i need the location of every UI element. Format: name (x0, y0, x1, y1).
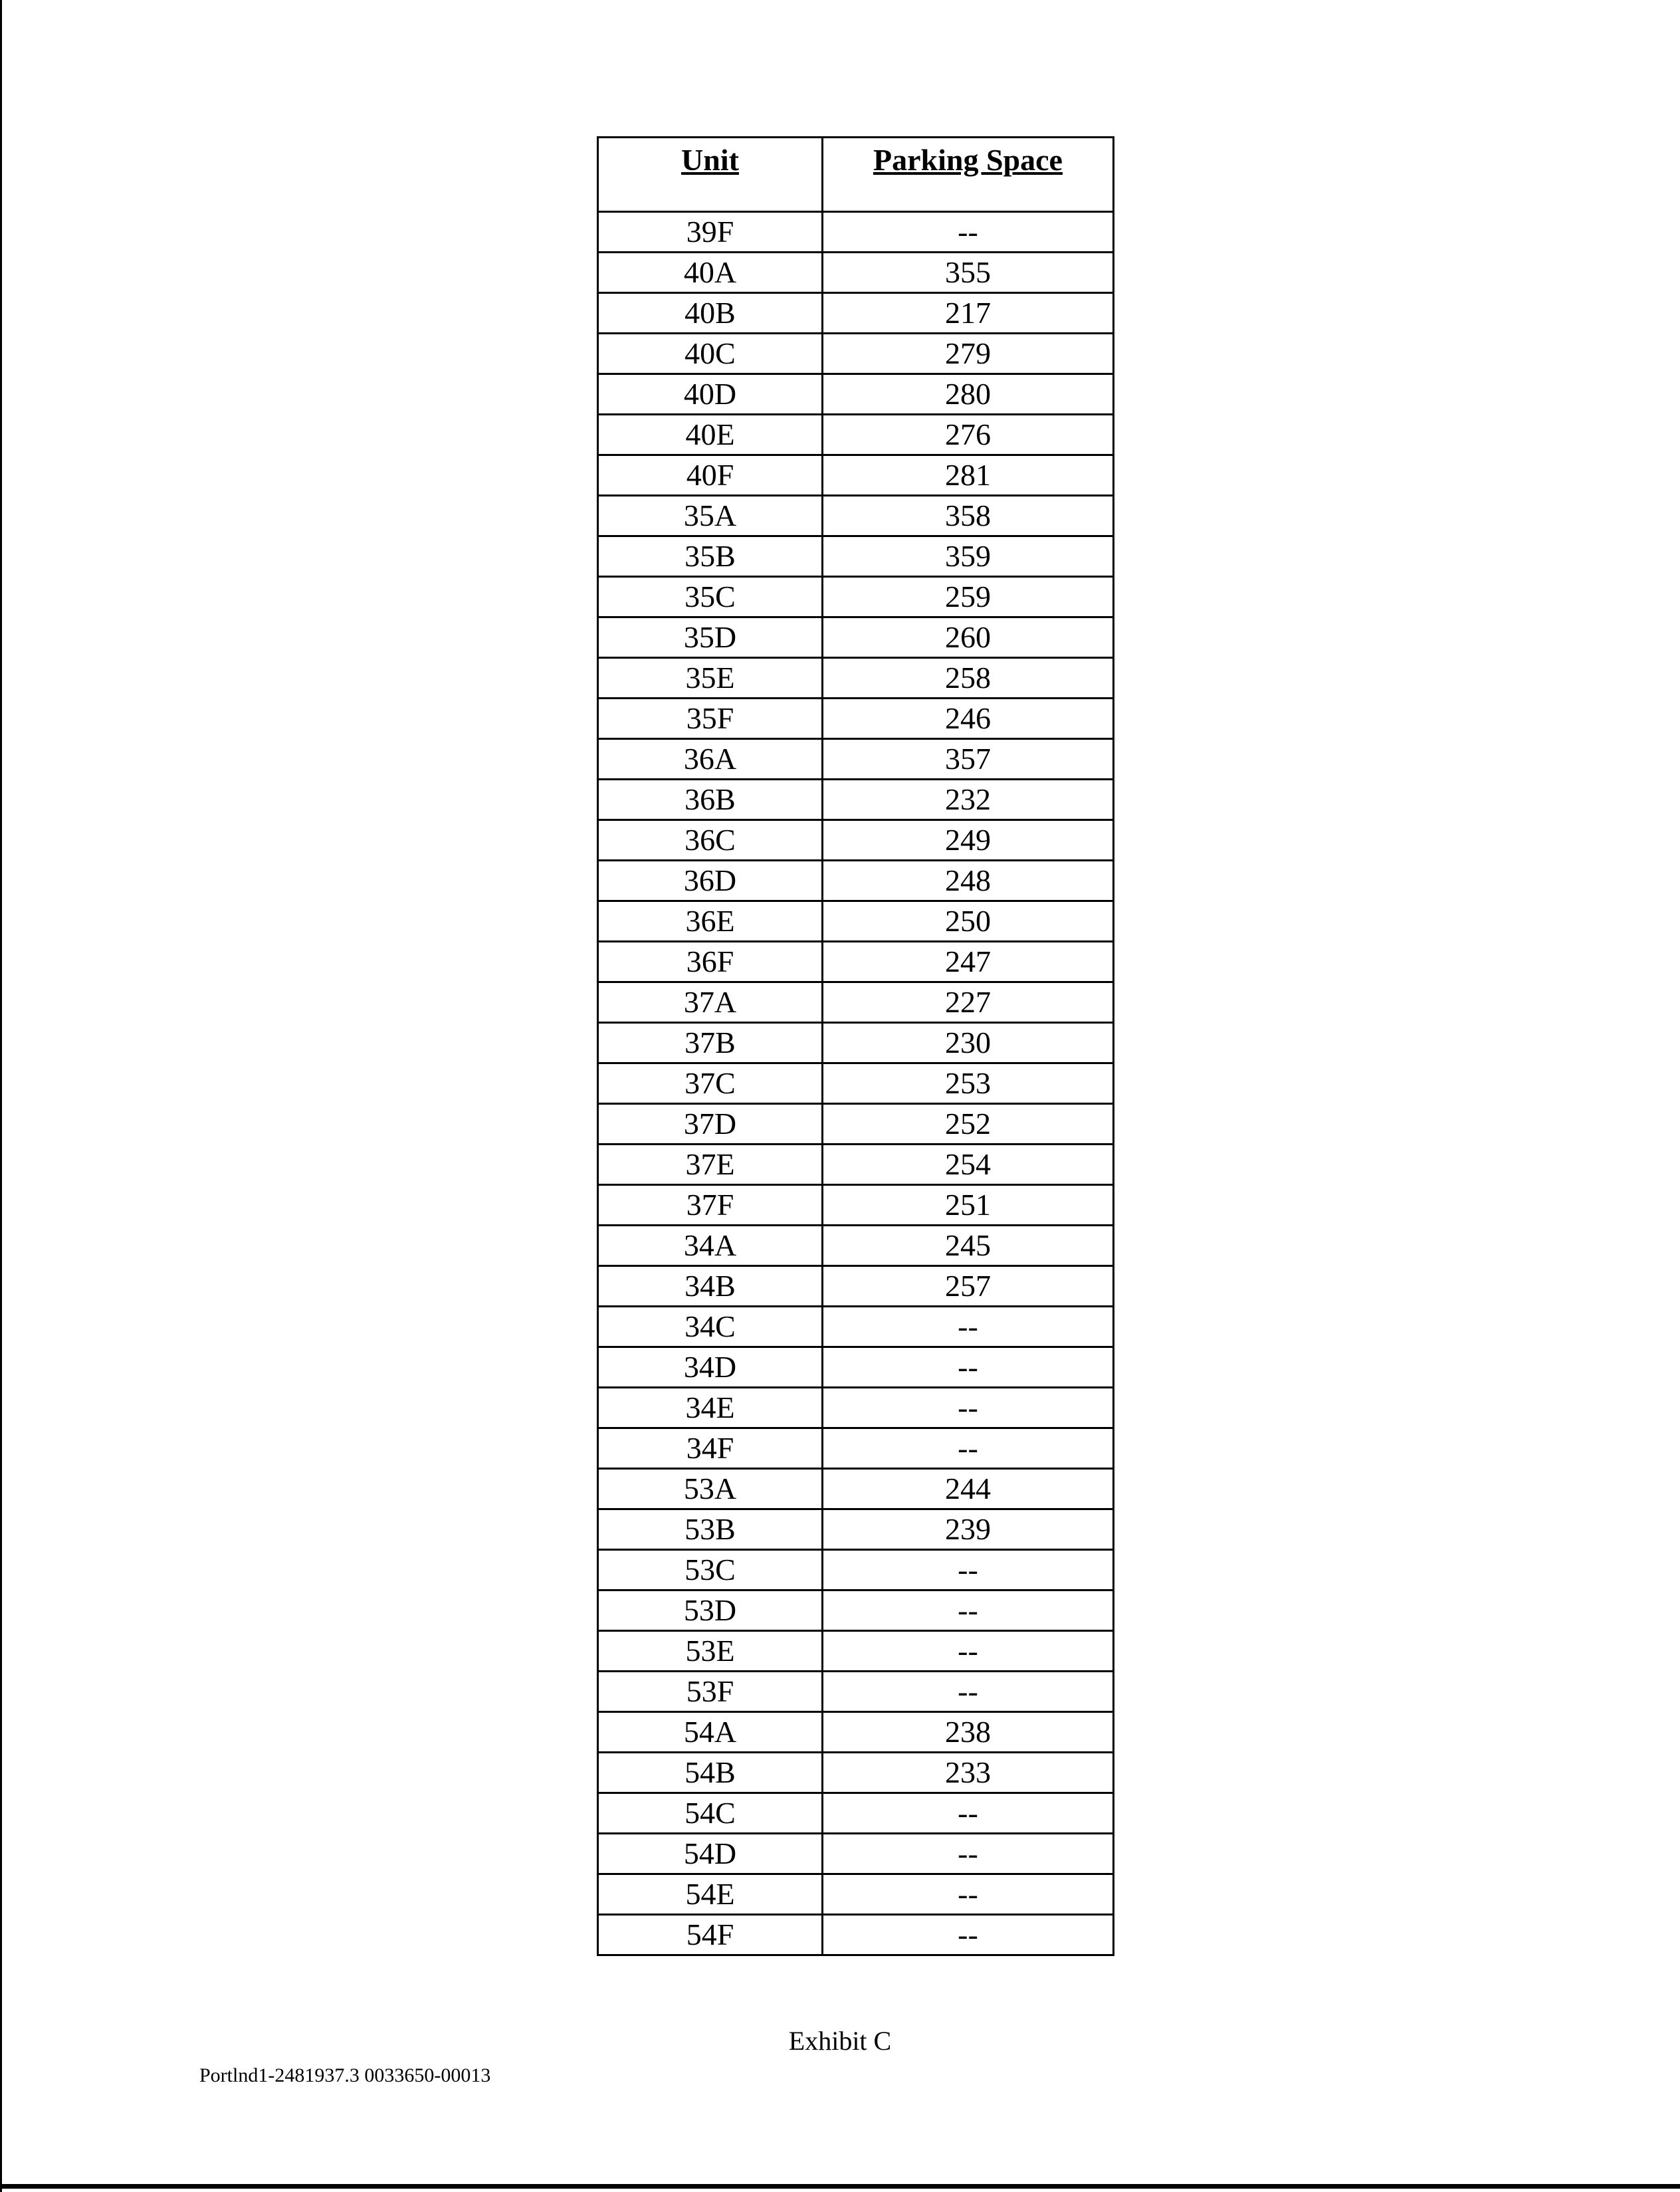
unit-cell: 53E (598, 1631, 823, 1672)
parking-space-cell: 359 (823, 536, 1114, 577)
unit-cell: 37F (598, 1185, 823, 1226)
bottom-page-edge (0, 2184, 1680, 2189)
parking-space-cell: 251 (823, 1185, 1114, 1226)
document-id: Portlnd1-2481937.3 0033650-00013 (199, 2064, 491, 2086)
table-row (598, 1793, 1114, 1834)
table-row (598, 1307, 1114, 1347)
parking-space-cell: -- (823, 1347, 1114, 1388)
left-page-edge (0, 0, 2, 2192)
parking-space-column-header: Parking Space (823, 138, 1114, 212)
unit-cell: 36B (598, 780, 823, 820)
table-row (598, 861, 1114, 901)
table-body (598, 212, 1114, 1955)
table-row (598, 1590, 1114, 1631)
unit-cell: 40E (598, 415, 823, 455)
exhibit-caption: Exhibit C (788, 2026, 892, 2056)
table-row (598, 1347, 1114, 1388)
unit-cell: 39F (598, 212, 823, 253)
table-header-row (598, 138, 1114, 212)
table-row (598, 1550, 1114, 1590)
parking-space-cell: 239 (823, 1509, 1114, 1550)
parking-space-cell: 232 (823, 780, 1114, 820)
unit-cell: 34E (598, 1388, 823, 1428)
unit-cell: 35E (598, 658, 823, 699)
table-row (598, 699, 1114, 739)
unit-cell: 34A (598, 1226, 823, 1266)
parking-space-cell: 246 (823, 699, 1114, 739)
parking-space-cell: 230 (823, 1023, 1114, 1063)
table-row (598, 820, 1114, 861)
table-row (598, 1631, 1114, 1672)
unit-cell: 35D (598, 617, 823, 658)
parking-space-cell: 259 (823, 577, 1114, 617)
unit-cell: 53B (598, 1509, 823, 1550)
unit-cell: 36A (598, 739, 823, 780)
table-row (598, 658, 1114, 699)
parking-space-cell: 250 (823, 901, 1114, 942)
unit-cell: 34F (598, 1428, 823, 1469)
table-row (598, 293, 1114, 334)
table-row (598, 374, 1114, 415)
table-row (598, 577, 1114, 617)
table-row (598, 1104, 1114, 1145)
parking-space-cell: -- (823, 1631, 1114, 1672)
table-row (598, 1023, 1114, 1063)
table-row (598, 415, 1114, 455)
unit-cell: 35F (598, 699, 823, 739)
parking-space-cell: 252 (823, 1104, 1114, 1145)
unit-cell: 54E (598, 1874, 823, 1915)
unit-cell: 36D (598, 861, 823, 901)
parking-space-cell: -- (823, 212, 1114, 253)
table-row (598, 1834, 1114, 1874)
table-row (598, 617, 1114, 658)
unit-cell: 37E (598, 1145, 823, 1185)
parking-space-cell: -- (823, 1590, 1114, 1631)
parking-space-cell: 245 (823, 1226, 1114, 1266)
unit-cell: 34C (598, 1307, 823, 1347)
table-row (598, 496, 1114, 536)
unit-cell: 40C (598, 334, 823, 374)
table-row (598, 739, 1114, 780)
parking-space-cell: 247 (823, 942, 1114, 982)
table-row (598, 780, 1114, 820)
table-row (598, 253, 1114, 293)
parking-space-cell: -- (823, 1307, 1114, 1347)
parking-space-cell: 254 (823, 1145, 1114, 1185)
parking-space-cell: -- (823, 1672, 1114, 1712)
parking-space-cell: 253 (823, 1063, 1114, 1104)
unit-cell: 34D (598, 1347, 823, 1388)
table-row (598, 1915, 1114, 1955)
unit-cell: 54C (598, 1793, 823, 1834)
parking-space-cell: 249 (823, 820, 1114, 861)
unit-cell: 53D (598, 1590, 823, 1631)
unit-cell: 40A (598, 253, 823, 293)
parking-space-cell: -- (823, 1793, 1114, 1834)
unit-cell: 35C (598, 577, 823, 617)
unit-cell: 36C (598, 820, 823, 861)
unit-cell: 35A (598, 496, 823, 536)
table-row (598, 1266, 1114, 1307)
parking-space-cell: 238 (823, 1712, 1114, 1753)
parking-space-cell: -- (823, 1388, 1114, 1428)
table-row (598, 455, 1114, 496)
parking-space-cell: 357 (823, 739, 1114, 780)
unit-cell: 40D (598, 374, 823, 415)
unit-cell: 54F (598, 1915, 823, 1955)
table-row (598, 901, 1114, 942)
table-row (598, 982, 1114, 1023)
unit-cell: 37D (598, 1104, 823, 1145)
parking-space-cell: 248 (823, 861, 1114, 901)
table-row (598, 1672, 1114, 1712)
parking-space-cell: 281 (823, 455, 1114, 496)
unit-cell: 37A (598, 982, 823, 1023)
unit-cell: 34B (598, 1266, 823, 1307)
parking-space-cell: 227 (823, 982, 1114, 1023)
table-row (598, 942, 1114, 982)
table-row (598, 1874, 1114, 1915)
table-row (598, 536, 1114, 577)
unit-cell: 36E (598, 901, 823, 942)
table-row (598, 1388, 1114, 1428)
table-row (598, 1753, 1114, 1793)
parking-space-cell: 217 (823, 293, 1114, 334)
parking-space-cell: 280 (823, 374, 1114, 415)
parking-space-cell: 358 (823, 496, 1114, 536)
table-row (598, 1469, 1114, 1509)
unit-cell: 54D (598, 1834, 823, 1874)
unit-column-header: Unit (598, 138, 823, 212)
unit-cell: 37B (598, 1023, 823, 1063)
parking-space-cell: -- (823, 1834, 1114, 1874)
unit-cell: 53F (598, 1672, 823, 1712)
unit-cell: 35B (598, 536, 823, 577)
unit-cell: 40F (598, 455, 823, 496)
table-row (598, 212, 1114, 253)
unit-cell: 54B (598, 1753, 823, 1793)
unit-cell: 54A (598, 1712, 823, 1753)
parking-space-cell: 276 (823, 415, 1114, 455)
table-row (598, 334, 1114, 374)
parking-space-cell: 279 (823, 334, 1114, 374)
table-row (598, 1063, 1114, 1104)
parking-space-cell: 233 (823, 1753, 1114, 1793)
unit-parking-table (597, 136, 1114, 1956)
unit-cell: 36F (598, 942, 823, 982)
unit-cell: 53C (598, 1550, 823, 1590)
parking-space-cell: 260 (823, 617, 1114, 658)
parking-space-cell: 244 (823, 1469, 1114, 1509)
parking-space-cell: 355 (823, 253, 1114, 293)
table-row (598, 1185, 1114, 1226)
parking-space-cell: -- (823, 1428, 1114, 1469)
parking-space-cell: -- (823, 1874, 1114, 1915)
unit-cell: 53A (598, 1469, 823, 1509)
parking-space-cell: -- (823, 1915, 1114, 1955)
parking-space-cell: 257 (823, 1266, 1114, 1307)
parking-space-cell: -- (823, 1550, 1114, 1590)
parking-space-cell: 258 (823, 658, 1114, 699)
table-row (598, 1712, 1114, 1753)
unit-cell: 37C (598, 1063, 823, 1104)
table-row (598, 1428, 1114, 1469)
table-row (598, 1226, 1114, 1266)
table-row (598, 1145, 1114, 1185)
unit-cell: 40B (598, 293, 823, 334)
table-row (598, 1509, 1114, 1550)
